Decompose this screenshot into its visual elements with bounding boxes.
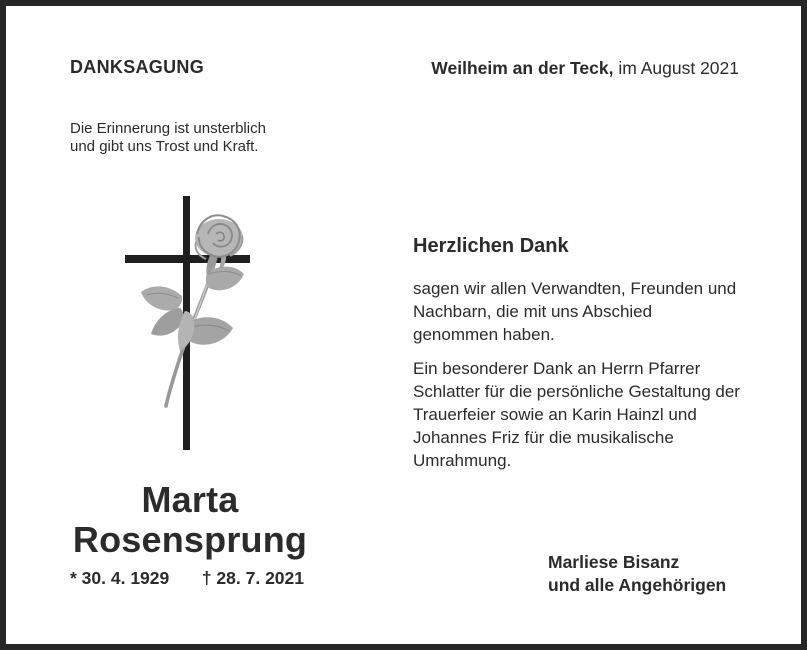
- deceased-name: [70, 480, 310, 560]
- thanks-paragraph-1: sagen wir allen Verwandten, Freunden und Nachbarn, die mit uns Abschied genommen haben.: [413, 279, 737, 344]
- thanks-paragraph-2: Ein besonderer Dank an Herrn Pfarrer Schlatter für die persönliche Gestaltung der Trauerfeier sowie an Karin Hainzl und Johannes Friz für die musikalische Umrahmung.: [413, 359, 740, 470]
- life-dates: [70, 568, 304, 589]
- thanks-heading: Herzlichen Dank: [413, 235, 569, 257]
- epigraph-line-1: Die Erinnerung ist unsterblich: [70, 120, 266, 137]
- cross-and-rose-graphic: [120, 192, 255, 454]
- place-date-line: [431, 58, 739, 79]
- epigraph-line-2: und gibt uns Trost und Kraft.: [70, 138, 259, 155]
- rose-icon: [141, 215, 244, 406]
- signature-line-1: Marliese Bisanz: [548, 552, 680, 572]
- thanks-section: [413, 235, 740, 483]
- card-type-title: DANKSAGUNG: [70, 57, 205, 77]
- death-date: † 28. 7. 2021: [201, 568, 304, 588]
- deceased-first-name: Marta: [141, 479, 239, 520]
- place-name: Weilheim an der Teck,: [431, 58, 614, 78]
- signature-line-2: und alle Angehörigen: [548, 575, 727, 595]
- date-text: im August 2021: [613, 58, 739, 78]
- epigraph: [70, 120, 266, 156]
- signature-block: [548, 551, 726, 597]
- deceased-last-name: Rosensprung: [72, 519, 308, 560]
- cross-rose-svg: [120, 192, 255, 454]
- birth-date: * 30. 4. 1929: [70, 568, 170, 588]
